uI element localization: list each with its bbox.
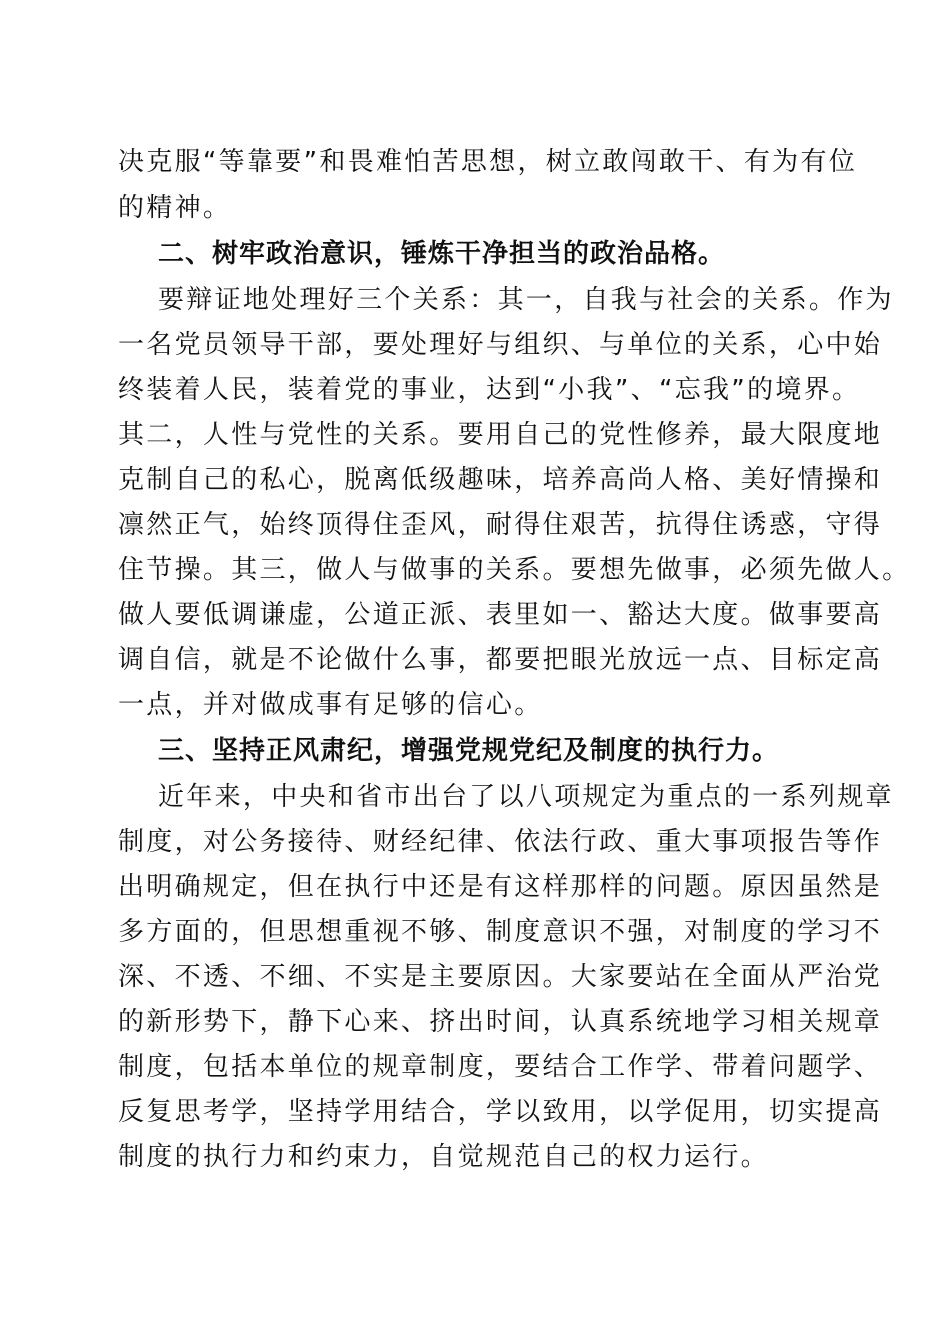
text-line: 决克服“等靠要”和畏难怕苦思想，树立敢闯敢干、有为有位: [118, 147, 858, 177]
text-line: 凛然正气，始终顶得住歪风，耐得住艰苦，抗得住诱惑，守得: [118, 510, 883, 540]
section-heading-3: 三、坚持正风肃纪，增强党规党纪及制度的执行力。: [158, 736, 780, 766]
text-line: 一点，并对做成事有足够的信心。: [118, 690, 543, 720]
section-heading-2: 二、树牢政治意识，锤炼干净担当的政治品格。: [158, 239, 726, 269]
text-line: 多方面的，但思想重视不够、制度意识不强，对制度的学习不: [118, 917, 883, 947]
text-line: 一名党员领导干部，要处理好与组织、与单位的关系，心中始: [118, 330, 883, 360]
text-line: 反复思考学，坚持学用结合，学以致用，以学促用，切实提高: [118, 1097, 883, 1127]
text-line: 克制自己的私心，脱离低级趣味，培养高尚人格、美好情操和: [118, 465, 883, 495]
text-line: 调自信，就是不论做什么事，都要把眼光放远一点、目标定高: [118, 645, 883, 675]
text-line: 制度，包括本单位的规章制度，要结合工作学、带着问题学、: [118, 1052, 883, 1082]
text-line: 终装着人民，装着党的事业，达到“小我”、“忘我”的境界。: [118, 375, 861, 405]
text-line: 住节操。其三，做人与做事的关系。要想先做事，必须先做人。: [118, 555, 911, 585]
text-line: 出明确规定，但在执行中还是有这样那样的问题。原因虽然是: [118, 872, 883, 902]
text-line: 深、不透、不细、不实是主要原因。大家要站在全面从严治党: [118, 962, 883, 992]
text-line: 要辩证地处理好三个关系：其一，自我与社会的关系。作为: [158, 285, 894, 315]
text-line: 做人要低调谦虚，公道正派、表里如一、豁达大度。做事要高: [118, 600, 883, 630]
text-line: 的精神。: [118, 193, 232, 223]
text-line: 的新形势下，静下心来、挤出时间，认真系统地学习相关规章: [118, 1007, 883, 1037]
text-line: 制度的执行力和约束力，自觉规范自己的权力运行。: [118, 1142, 769, 1172]
text-line: 近年来，中央和省市出台了以八项规定为重点的一系列规章: [158, 782, 894, 812]
text-line: 制度，对公务接待、财经纪律、依法行政、重大事项报告等作: [118, 827, 883, 857]
text-line: 其二，人性与党性的关系。要用自己的党性修养，最大限度地: [118, 420, 883, 450]
